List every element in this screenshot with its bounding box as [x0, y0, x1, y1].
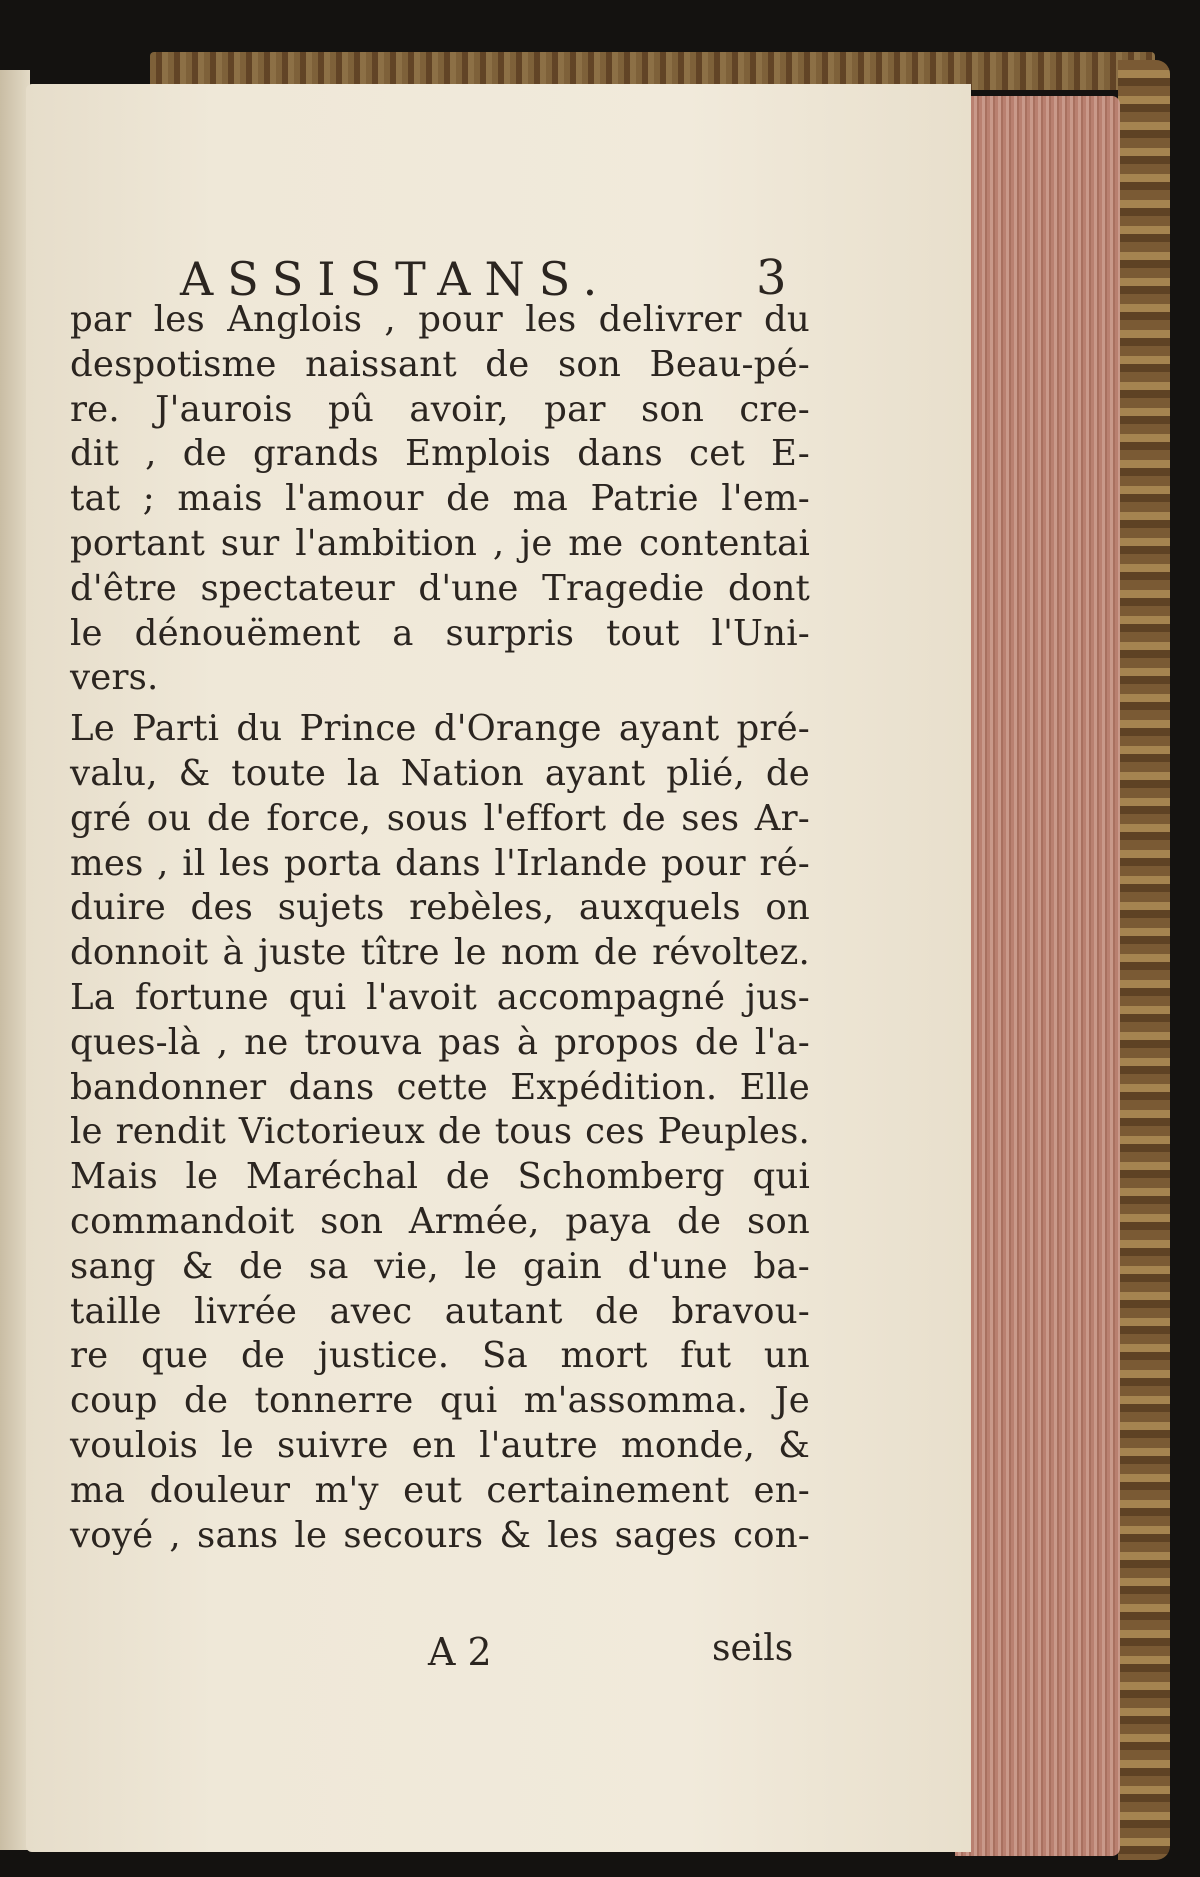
text-line: par les Anglois , pour les delivrer du [70, 299, 810, 340]
text-line: voyé , sans le secours & les sages con- [70, 1514, 810, 1556]
text-line: bandonner dans cette Expédition. Elle [70, 1066, 810, 1108]
text-line: gré ou de force, sous l'effort de ses Ar- [70, 797, 810, 839]
text-line: ma douleur m'y eut certainement en- [70, 1469, 810, 1511]
text-line: mes , il les porta dans l'Irlande pour ré- [70, 842, 810, 884]
running-head: ASSISTANS. [180, 252, 612, 306]
text-line: le dénouëment a surpris tout l'Uni- [70, 612, 810, 654]
text-line: duire des sujets rebèles, auxquels on [70, 887, 810, 929]
page-edges [955, 96, 1120, 1856]
catchword: seils [712, 1628, 794, 1669]
text-line: taille livrée avec autant de bravou- [70, 1290, 810, 1332]
text-line: La fortune qui l'avoit accompagné jus- [70, 976, 810, 1018]
text-line: sang & de sa vie, le gain d'une ba- [70, 1245, 810, 1287]
body-text [70, 250, 810, 1558]
text-line: re. J'aurois pû avoir, par son cre- [70, 388, 810, 430]
cover-fore-edge [1118, 60, 1170, 1860]
text-line: Mais le Maréchal de Schomberg qui [70, 1156, 810, 1198]
text-line: tat ; mais l'amour de ma Patrie l'em- [70, 478, 810, 520]
page-number: 3 [756, 250, 787, 306]
text-line: despotisme naissant de son Beau-pé- [70, 343, 810, 385]
text-line: ques-là , ne trouva pas à propos de l'a- [70, 1021, 810, 1063]
text-line: le rendit Victorieux de tous ces Peuples. [70, 1111, 810, 1153]
text-line: vers. [70, 657, 159, 699]
text-line: donnoit à juste tître le nom de révoltez. [70, 932, 810, 974]
text-line: coup de tonnerre qui m'assomma. Je [70, 1380, 810, 1422]
text-line: commandoit son Armée, paya de son [70, 1200, 810, 1242]
text-line: valu, & toute la Nation ayant plié, de [70, 752, 810, 794]
signature-mark: A 2 [428, 1630, 492, 1674]
text-line: voulois le suivre en l'autre monde, & [70, 1424, 810, 1466]
text-line: dit , de grands Emplois dans cet E- [70, 433, 810, 475]
text-line: re que de justice. Sa mort fut un [70, 1335, 810, 1377]
text-line: portant sur l'ambition , je me contentai [70, 522, 810, 564]
text-line: d'être spectateur d'une Tragedie dont [70, 567, 810, 609]
text-line: Le Parti du Prince d'Orange ayant pré- [70, 708, 810, 750]
